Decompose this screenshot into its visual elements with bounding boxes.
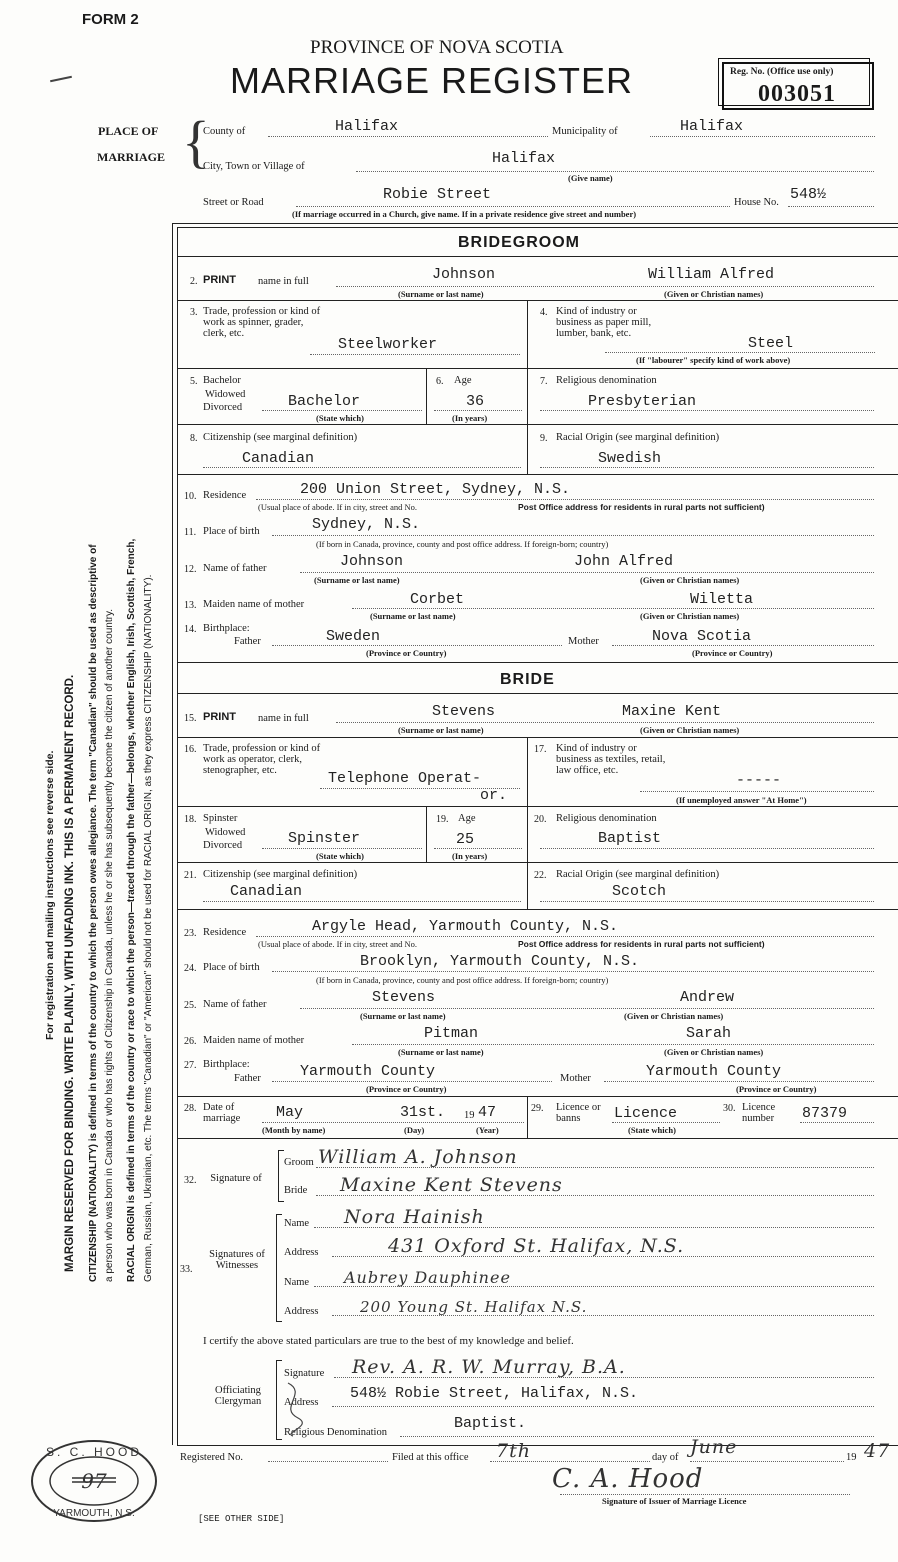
groom-status-divorced: Divorced [203,402,243,413]
city-line [356,171,874,172]
bride-birth-label: Place of birth [203,962,260,973]
bride-surname-hint: (Surname or last name) [398,725,484,735]
bride-age-label: Age [458,813,476,824]
groom-mother-surname: Corbet [410,591,465,608]
row-8-divider [527,424,528,474]
w1-address: 431 Oxford St. Halifax, N.S. [388,1235,685,1257]
groom-industry: Steel [748,335,794,352]
w1-address-label: Address [284,1247,319,1258]
groom-mother-given-hint: (Given or Christian names) [640,611,740,621]
bride-residence-hint: (Usual place of abode. If in city, street and No. [258,939,418,949]
groom-name-label: name in full [258,276,309,287]
bride-status-divorced: Divorced [203,840,243,851]
place-label-1: PLACE OF [98,124,159,138]
bride-father-surname-hint: (Surname or last name) [360,1011,446,1021]
bride-industry-line [640,791,874,792]
bride-racial-label: Racial Origin (see marginal definition) [556,869,720,880]
w1-name: Nora Hainish [344,1206,485,1228]
margin-binding-notice: MARGIN RESERVED FOR BINDING. WRITE PLAINLY, WITH UNFADING INK. THIS IS A PERMANENT RECORD. [64,674,76,1272]
bride-mother-surname: Pitman [424,1025,479,1042]
bride-given-hint: (Given or Christian names) [640,725,740,735]
bride-religion-line [540,848,874,849]
groom-racial: Swedish [598,450,662,467]
signatures-end-rule [177,1445,898,1446]
licence-line [612,1122,720,1123]
groom-father-given-hint: (Given or Christian names) [640,575,740,585]
bride-religion: Baptist [598,830,662,847]
day-hint: (Day) [404,1125,425,1135]
row-5-number: 5. [190,376,198,387]
row-22-number: 22. [534,870,547,881]
groom-industry-line [605,352,875,353]
county-line [268,136,548,137]
row-4-number: 4. [540,307,548,318]
filed-month-line [690,1461,844,1462]
bride-age-line [434,848,522,849]
marriage-day: 31st. [400,1104,446,1121]
bride-rule [177,693,898,694]
groom-mother-surname-hint: (Surname or last name) [370,611,456,621]
groom-residence-line [256,499,874,500]
dayof-label: day of [652,1452,679,1463]
filed-year-prefix: 19 [846,1452,857,1463]
groom-trade-label: Trade, profession or kind of work as spinner, grader, clerk, etc. [203,306,321,340]
see-other-side: [SEE OTHER SIDE] [198,1514,285,1524]
margin-citizenship-def-1: CITIZENSHIP (NATIONALITY) is defined in terms of the country to which the person owes allegiance. The term "Canadian" should be used as descriptive of [88,544,99,1282]
clergy-address: 548½ Robie Street, Halifax, N.S. [350,1385,639,1402]
bride-bp-mother-label: Mother [560,1073,591,1084]
groom-bp-mother-label: Mother [568,636,599,647]
denom-label: Religious Denomination [284,1427,387,1438]
row-8-rule [177,474,898,475]
row-2-number: 2. [190,276,198,287]
house-value: 548½ [790,186,827,203]
groom-status-widowed: Widowed [205,389,246,400]
bride-bp-father-hint: (Province or Country) [366,1084,447,1094]
row-15-rule [177,737,898,738]
province-heading: PROVINCE OF NOVA SCOTIA [310,37,564,58]
registered-line [268,1461,388,1462]
bride-age-hint: (In years) [452,851,488,861]
groom-religion-label: Religious denomination [556,375,657,386]
groom-surname: Johnson [432,266,496,283]
row-24-number: 24. [184,963,197,974]
bride-father-label: Name of father [203,999,267,1010]
bride-birth: Brooklyn, Yarmouth County, N.S. [360,953,640,970]
marriage-year: 47 [478,1104,497,1121]
bride-birth-hint: (If born in Canada, province, county and post office address. If foreign-born; country) [316,975,609,985]
row-28-divider [527,1096,528,1138]
groom-status-bachelor: Bachelor [203,375,241,386]
bridegroom-heading: BRIDEGROOM [458,234,580,251]
bride-trade: Telephone Operat- [328,770,482,787]
groom-citizenship: Canadian [242,450,315,467]
groom-birth-hint: (If born in Canada, province, county and post office address. If foreign-born; country) [316,539,609,549]
year-hint: (Year) [476,1125,499,1135]
city-hint: (Give name) [568,173,613,183]
groom-age: 36 [466,393,485,410]
bride-bp-father: Yarmouth County [300,1063,436,1080]
licence-no-line [800,1122,874,1123]
row-10-number: 10. [184,491,197,502]
groom-name-line [336,286,874,287]
form-title: MARRIAGE REGISTER [230,60,634,101]
city-value: Halifax [492,150,556,167]
groom-trade-line [310,354,520,355]
clergy-label: Officiating Clergyman [214,1385,262,1408]
groom-bp-mother-hint: (Province or Country) [692,648,773,658]
bride-father-line [300,1008,874,1009]
form-number: FORM 2 [82,11,139,28]
date-line [262,1122,524,1123]
groom-father-line [300,572,874,573]
bride-mother-label: Maiden name of mother [203,1035,305,1046]
row-16-rule [177,806,898,807]
filed-year: 47 [864,1440,891,1462]
groom-status-line [262,410,422,411]
bride-racial-line [540,901,874,902]
bride-sig-label: Bride [284,1185,308,1196]
bride-mother-given-hint: (Given or Christian names) [664,1047,764,1057]
groom-birth-line [272,535,874,536]
bride-industry: ----- [736,772,782,789]
bride-status-widowed: Widowed [205,827,246,838]
row-14-number: 14. [184,624,197,635]
w2-name: Aubrey Dauphinee [344,1268,511,1287]
bride-father-given-hint: (Given or Christian names) [624,1011,724,1021]
filed-day: 7th [496,1440,531,1462]
bride-trade-cont: or. [480,787,508,804]
groom-bp-label: Birthplace: [203,623,250,634]
row-9-number: 9. [540,433,548,444]
bride-father-given: Andrew [680,989,735,1006]
margin-citizenship-def-2: a person who was born in Canada or who has rights of Citizenship in Canada, unless he or she has subsequently become the citizen of another country. [104,609,115,1282]
stamp-bottom-text: YARMOUTH, N.S. [53,1508,135,1519]
bride-residence-hint-bold: Post Office address for residents in rural parts not sufficient) [518,939,765,949]
street-hint: (If marriage occurred in a Church, give name. If in a private residence give street and number) [292,209,637,219]
bride-industry-label: Kind of industry or business as textiles, retail, law office, etc. [556,743,666,777]
w2-address-label: Address [284,1306,319,1317]
house-label: House No. [734,197,779,208]
groom-religion-line [540,410,874,411]
house-line [788,206,874,207]
bride-name-label: name in full [258,713,309,724]
pen-scribble [278,1378,318,1438]
bride-status: Spinster [288,830,361,847]
bride-bp-mother: Yarmouth County [646,1063,782,1080]
bride-bp-father-label: Father [234,1073,261,1084]
bride-mother-given: Sarah [686,1025,732,1042]
margin-racial-def-1: RACIAL ORIGIN is defined in terms of the country or race to which the person—traced through the father—belongs, whether English, Irish, Scottish, French, [126,538,137,1282]
groom-industry-hint: (If "labourer" specify kind of work above) [636,355,791,365]
filed-month: June [690,1436,738,1458]
denom-line [400,1436,874,1437]
groom-residence-label: Residence [203,490,247,501]
groom-bp-father-hint: (Province or Country) [366,648,447,658]
groom-birth: Sydney, N.S. [312,516,421,533]
row-5-divider [426,368,427,424]
bride-industry-hint: (If unemployed answer "At Home") [676,795,807,805]
clergy-sig-label: Signature [284,1368,325,1379]
row-18-rule [177,862,898,863]
row-21-rule [177,909,898,910]
marriage-month: May [276,1104,304,1121]
licence-hint: (State which) [628,1125,676,1135]
licence-no-label: Licence number [742,1102,776,1125]
bride-signature: Maxine Kent Stevens [340,1174,563,1196]
date-label: Date of marriage [203,1102,241,1125]
bride-citizenship-line [203,901,521,902]
groom-bp-father-label: Father [234,636,261,647]
groom-age-hint: (In years) [452,413,488,423]
bride-citizenship-label: Citizenship (see marginal definition) [203,869,358,880]
row-5-rule [177,424,898,425]
groom-mother-line [352,608,874,609]
groom-citizenship-label: Citizenship (see marginal definition) [203,432,358,443]
bride-racial: Scotch [612,883,667,900]
hood-stamp [28,1436,160,1526]
bride-residence-line [256,936,874,937]
row-19-number: 19. [436,814,449,825]
groom-residence-hint-bold: Post Office address for residents in rural parts not sufficient) [518,502,765,512]
bride-father-surname: Stevens [372,989,436,1006]
groom-surname-hint: (Surname or last name) [398,289,484,299]
licence-value: Licence [614,1105,678,1122]
bride-status-line [262,848,422,849]
row-7-number: 7. [540,376,548,387]
issuer-signature: C. A. Hood [552,1464,704,1494]
issuer-label: Signature of Issuer of Marriage Licence [602,1496,747,1506]
groom-given: William Alfred [648,266,775,283]
row-17-number: 17. [534,744,547,755]
month-hint: (Month by name) [262,1125,326,1135]
groom-racial-label: Racial Origin (see marginal definition) [556,432,720,443]
issuer-line [560,1494,850,1495]
row-8-number: 8. [190,433,198,444]
row-20-number: 20. [534,814,547,825]
bride-status-hint: (State which) [316,851,364,861]
row-3-number: 3. [190,307,198,318]
denom-value: Baptist. [454,1415,527,1432]
row-33-number: 33. [180,1264,193,1275]
groom-racial-line [540,467,874,468]
row-25-number: 25. [184,1000,197,1011]
row-29-number: 29. [531,1103,544,1114]
bride-status-spinster: Spinster [203,813,238,824]
row-16-divider [527,737,528,909]
place-brace: { [182,109,210,174]
bride-name-line [336,722,874,723]
row-21-number: 21. [184,870,197,881]
bride-age: 25 [456,831,475,848]
row-28-rule [177,1138,898,1139]
marriage-year-prefix: 19 [464,1110,475,1121]
place-label-2: MARRIAGE [97,150,165,164]
city-label: City, Town or Village of [203,161,305,172]
row-18-number: 18. [184,814,197,825]
clergy-address-line [332,1406,874,1407]
margin-instructions: For registration and mailing instructions see reverse side. [44,750,56,1040]
row-30-number: 30. [723,1103,736,1114]
groom-bp-father: Sweden [326,628,381,645]
reg-no-value: 003051 [758,81,836,107]
groom-status: Bachelor [288,393,361,410]
bride-bp-father-line [272,1081,552,1082]
municipality-value: Halifax [680,118,744,135]
bridegroom-rule [177,256,898,257]
row-13-number: 13. [184,600,197,611]
groom-father-surname-hint: (Surname or last name) [314,575,400,585]
county-value: Halifax [335,118,399,135]
row-3-rule [177,368,898,369]
bride-bp-mother-line [604,1081,874,1082]
groom-status-hint: (State which) [316,413,364,423]
row-2-rule [177,300,898,301]
row-6-number: 6. [436,376,444,387]
witness-bracket [276,1214,282,1322]
stamp-top-text: S. C. HOOD [45,1445,143,1459]
w1-name-label: Name [284,1218,310,1229]
registered-label: Registered No. [180,1452,243,1463]
groom-mother-given: Wiletta [690,591,754,608]
clergy-address-label: Address [284,1397,319,1408]
sig-of-label: Signature of [210,1173,262,1184]
bride-trade-label: Trade, profession or kind of work as operator, clerk, stenographer, etc. [203,743,321,777]
bride-heading: BRIDE [500,671,555,688]
stamp-middle-text: 97 [81,1469,107,1493]
groom-bp-mother: Nova Scotia [652,628,752,645]
filed-label: Filed at this office [392,1452,469,1463]
row-18-divider [426,806,427,862]
groom-industry-label: Kind of industry or business as paper mill, lumber, bank, etc. [556,306,652,340]
bride-mother-surname-hint: (Surname or last name) [398,1047,484,1057]
bride-citizenship: Canadian [230,883,303,900]
reg-no-box [722,62,874,110]
row-11-number: 11. [184,527,197,538]
certify-statement: I certify the above stated particulars are true to the best of my knowledge and belief. [203,1335,574,1347]
groom-father-surname: Johnson [340,553,404,570]
groom-religion: Presbyterian [588,393,697,410]
bride-end-rule [177,1096,898,1097]
groom-father-label: Name of father [203,563,267,574]
reg-no-label: Reg. No. (Office use only) [730,67,834,77]
w2-name-label: Name [284,1277,310,1288]
groom-signature: William A. Johnson [318,1146,518,1168]
row-23-number: 23. [184,928,197,939]
bride-bp-label: Birthplace: [203,1059,250,1070]
row-16-number: 16. [184,744,197,755]
groom-residence-hint: (Usual place of abode. If in city, street and No. [258,502,418,512]
licence-label: Licence or banns [556,1102,601,1125]
groom-mother-label: Maiden name of mother [203,599,305,610]
groom-birth-label: Place of birth [203,526,260,537]
groom-bp-father-line [272,645,562,646]
bride-birth-line [272,971,874,972]
groom-print-label: PRINT [203,274,236,286]
bride-given: Maxine Kent [622,703,722,720]
bride-surname: Stevens [432,703,496,720]
bridegroom-end-rule [177,662,898,663]
row-15-number: 15. [184,713,197,724]
municipality-label: Municipality of [552,126,618,137]
row-27-number: 27. [184,1060,197,1071]
municipality-line [650,136,875,137]
bride-bp-mother-hint: (Province or Country) [736,1084,817,1094]
form-frame-inner-top [177,227,898,228]
clergy-signature: Rev. A. R. W. Murray, B.A. [352,1356,626,1378]
groom-age-line [434,410,522,411]
margin-mark [50,76,72,83]
groom-bp-mother-line [612,645,874,646]
groom-sig-label: Groom [284,1157,314,1168]
row-12-number: 12. [184,564,197,575]
bride-religion-label: Religious denomination [556,813,657,824]
groom-residence: 200 Union Street, Sydney, N.S. [300,481,571,498]
groom-father-given: John Alfred [574,553,674,570]
groom-age-label: Age [454,375,472,386]
bride-residence-label: Residence [203,927,247,938]
street-line [296,206,730,207]
w2-address: 200 Young St. Halifax N.S. [360,1298,588,1316]
margin-racial-def-2: German, Russian, Ukrainian, etc. The terms "Canadian" or "American" should not be used for RACIAL ORIGIN, as they express CITIZENSHIP (NATIONALITY). [143,574,154,1282]
bride-mother-line [352,1044,874,1045]
row-28-number: 28. [184,1103,197,1114]
groom-citizenship-line [203,467,521,468]
street-label: Street or Road [203,197,264,208]
bride-residence: Argyle Head, Yarmouth County, N.S. [312,918,619,935]
form-frame-inner [177,227,178,1445]
county-label: County of [203,126,246,137]
row-26-number: 26. [184,1036,197,1047]
bride-print-label: PRINT [203,711,236,723]
groom-trade: Steelworker [338,336,438,353]
street-value: Robie Street [383,186,492,203]
licence-no: 87379 [802,1105,848,1122]
groom-given-hint: (Given or Christian names) [664,289,764,299]
witness-label: Signatures of Witnesses [209,1249,265,1272]
row-32-number: 32. [184,1175,197,1186]
